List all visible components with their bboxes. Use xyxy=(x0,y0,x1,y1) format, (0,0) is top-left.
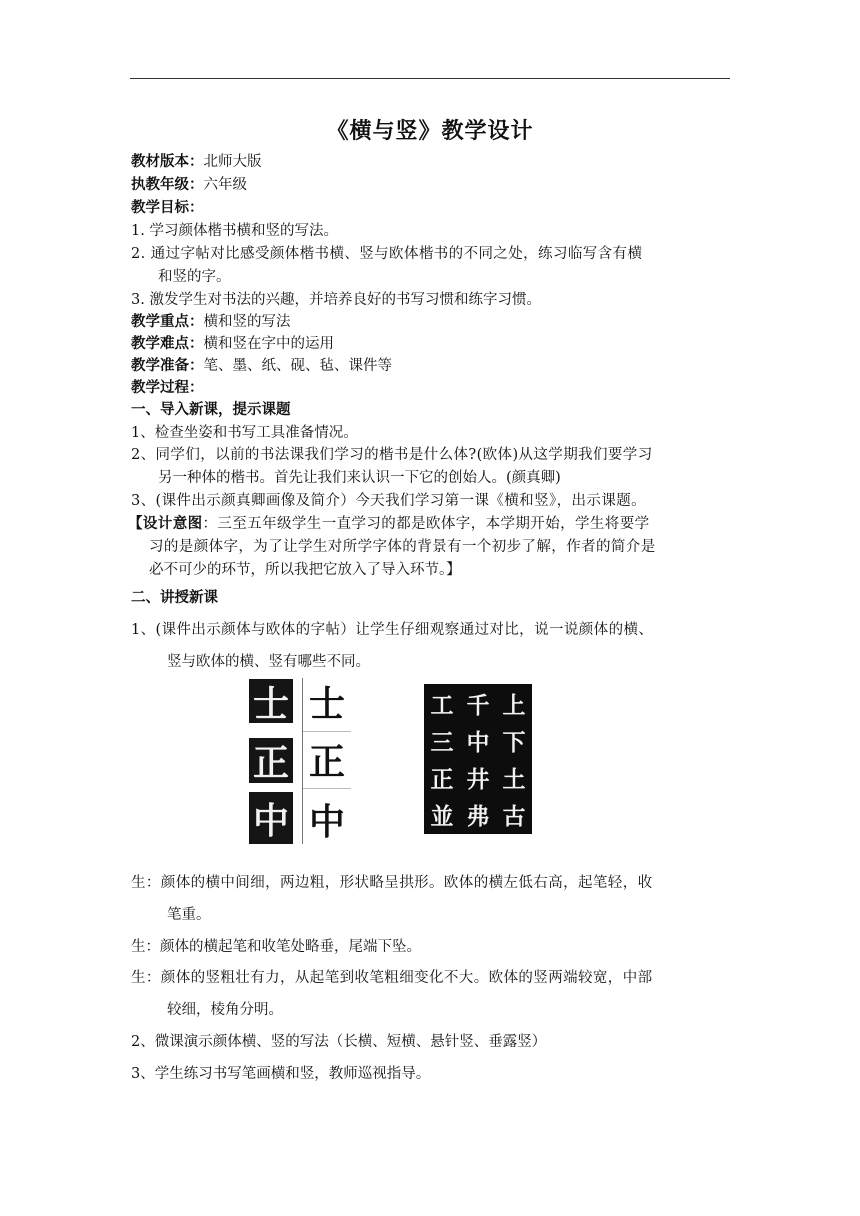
calligraphy-comparison-left xyxy=(249,678,353,844)
calligraphy-grid-right xyxy=(424,684,532,834)
grid-character: 中 xyxy=(466,729,490,756)
key-point xyxy=(131,313,291,331)
goal-2: 2. 通过字帖对比感受颜体楷书横、竖与欧体楷书的不同之处，练习临写含有横 xyxy=(131,246,643,262)
intent-label: 【设计意图 xyxy=(128,516,203,532)
section-2-heading: 二、讲授新课 xyxy=(131,590,218,606)
meta-value: 六年级 xyxy=(203,177,247,193)
process-label: 教学过程： xyxy=(131,380,204,396)
key-label: 教学重点： xyxy=(131,314,204,330)
design-intent-cont-1: 习的是颜体字，为了让学生对所学字体的背景有一个初步了解，作者的简介是 xyxy=(149,539,656,555)
prep-label: 教学准备： xyxy=(131,358,204,374)
design-intent xyxy=(128,515,650,533)
student-answer-1: 生：颜体的横中间细，两边粗，形状略呈拱形。欧体的横左低右高，起笔轻，收 xyxy=(131,875,653,891)
section-2-point-1: 1、(课件出示颜体与欧体的字帖）让学生仔细观察通过对比，说一说颜体的横、 xyxy=(131,622,654,638)
ou-style-character: 士 xyxy=(303,678,351,724)
preparation xyxy=(131,357,392,375)
student-answer-2: 生：颜体的横起笔和收笔处略垂，尾端下坠。 xyxy=(131,939,421,955)
section-2-point-1-cont: 竖与欧体的横、竖有哪些不同。 xyxy=(167,654,370,670)
meta-label: 执教年级： xyxy=(131,177,204,193)
student-answer-3-cont: 较细，棱角分明。 xyxy=(167,1002,283,1018)
section-1-step-3: 3、(课件出示颜真卿画像及简介）今天我们学习第一课《横和竖》，出示课题。 xyxy=(131,493,647,509)
goal-1: 1. 学习颜体楷书横和竖的写法。 xyxy=(131,223,338,239)
intent-text: ：三至五年级学生一直学习的都是欧体字，本学期开始，学生将要学 xyxy=(202,516,650,532)
grid-character: 正 xyxy=(430,766,454,793)
grid-character: 下 xyxy=(502,729,526,756)
image-divider xyxy=(303,731,351,732)
grid-character: 工 xyxy=(430,692,454,719)
goal-2-cont: 和竖的字。 xyxy=(158,269,231,285)
grid-character: 古 xyxy=(502,803,526,830)
ou-style-character: 正 xyxy=(303,736,351,782)
meta-label: 教学目标： xyxy=(131,200,204,216)
section-1-step-1: 1、检查坐姿和书写工具准备情况。 xyxy=(131,425,358,441)
difficulty-value: 横和竖在字中的运用 xyxy=(203,336,334,352)
grid-character: 土 xyxy=(502,766,526,793)
grid-character: 上 xyxy=(502,692,526,719)
image-divider xyxy=(302,678,303,844)
grid-character: 並 xyxy=(430,803,454,830)
meta-label: 教材版本： xyxy=(131,154,204,170)
prep-value: 笔、墨、纸、砚、毡、课件等 xyxy=(203,358,392,374)
header-rule xyxy=(130,78,730,79)
grid-character: 井 xyxy=(466,766,490,793)
section-1-step-2: 2、同学们，以前的书法课我们学习的楷书是什么体?(欧体)从这学期我们要学习 xyxy=(131,447,653,463)
key-value: 横和竖的写法 xyxy=(203,314,291,330)
design-intent-cont-2: 必不可少的环节，所以我把它放入了导入环节。】 xyxy=(149,562,461,578)
difficulty-label: 教学难点： xyxy=(131,336,204,352)
yan-style-character: 正 xyxy=(249,738,293,783)
student-answer-3: 生：颜体的竖粗壮有力，从起笔到收笔粗细变化不大。欧体的竖两端较宽，中部 xyxy=(131,970,653,986)
section-1-heading: 一、导入新课，提示课题 xyxy=(131,402,291,418)
meta-grade xyxy=(131,176,247,194)
section-2-point-2: 2、微课演示颜体横、竖的写法（长横、短横、悬针竖、垂露竖） xyxy=(131,1034,547,1050)
ou-style-character: 中 xyxy=(303,794,351,844)
meta-value: 北师大版 xyxy=(203,154,262,170)
yan-style-character: 中 xyxy=(249,792,293,844)
goal-3: 3. 激发学生对书法的兴趣，并培养良好的书写习惯和练字习惯。 xyxy=(131,292,541,308)
page-title: 《横与竖》教学设计 xyxy=(326,119,534,144)
section-2-point-3: 3、学生练习书写笔画横和竖，教师巡视指导。 xyxy=(131,1066,431,1082)
grid-character: 千 xyxy=(466,692,490,719)
yan-style-character: 士 xyxy=(249,679,293,723)
meta-edition xyxy=(131,153,262,171)
difficulty-point xyxy=(131,335,334,353)
meta-goals xyxy=(131,199,204,217)
grid-character: 三 xyxy=(430,729,454,756)
image-divider xyxy=(303,788,351,789)
student-answer-1-cont: 笔重。 xyxy=(167,907,211,923)
grid-character: 弗 xyxy=(466,803,490,830)
section-1-step-2-cont: 另一种体的楷书。首先让我们来认识一下它的创始人。(颜真卿) xyxy=(158,470,561,486)
